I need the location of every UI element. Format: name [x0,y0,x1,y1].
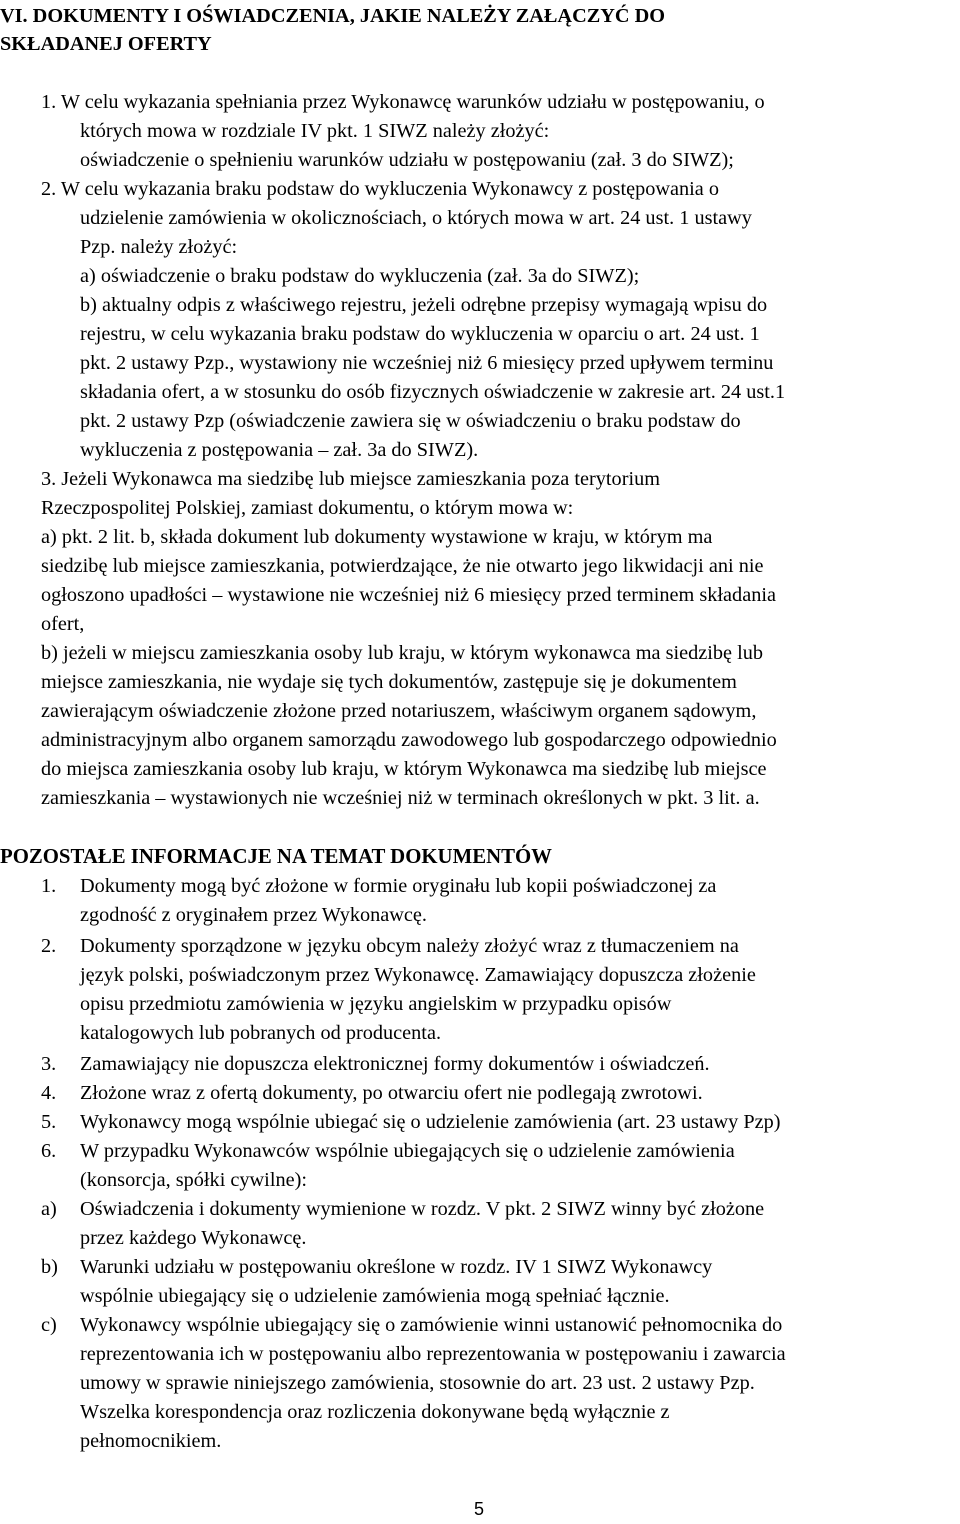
other-item-b-line-1: Warunki udziału w postępowaniu określone w rozdz. IV 1 SIWZ Wykonawcy [80,1256,713,1278]
other-item-2-line-4: katalogowych lub pobranych od producenta. [80,1022,442,1044]
other-item-a-marker: a) [41,1198,57,1220]
doc-item-2-line-7: pkt. 2 ustawy Pzp., wystawiony nie wcześniej niż 6 miesięcy przed upływem terminu [80,352,774,374]
other-item-c-line-2: reprezentowania ich w postępowaniu albo reprezentowania w postępowaniu i zawarcia [80,1343,786,1365]
other-item-a-line-1: Oświadczenia i dokumenty wymienione w rozdz. V pkt. 2 SIWZ winny być złożone [80,1198,765,1220]
doc-item-2-line-4: a) oświadczenie o braku podstaw do wykluczenia (zał. 3a do SIWZ); [80,265,640,287]
other-item-6-line-1: W przypadku Wykonawców wspólnie ubiegających się o udzielenie zamówienia [80,1140,735,1162]
doc-item-2-line-8: składania ofert, a w stosunku do osób fizycznych oświadczenie w zakresie art. 24 ust.1 [80,381,786,403]
other-item-b-line-2: wspólnie ubiegający się o udzielenie zamówienia mogą spełniać łącznie. [80,1285,670,1307]
other-item-5-marker: 5. [41,1111,57,1133]
other-item-3-line-1: Zamawiający nie dopuszcza elektronicznej formy dokumentów i oświadczeń. [80,1053,710,1075]
other-item-c-line-1: Wykonawcy wspólnie ubiegający się o zamówienie winni ustanowić pełnomocnika do [80,1314,783,1336]
other-item-2-line-2: język polski, poświadczonym przez Wykonawcę. Zamawiający dopuszcza złożenie [80,964,756,986]
other-item-c-line-5: pełnomocnikiem. [80,1430,222,1452]
doc-item-3-line-9: zawierającym oświadczenie złożone przed notariuszem, właściwym organem sądowym, [41,700,757,722]
other-item-c-line-4: Wszelka korespondencja oraz rozliczenia dokonywane będą wyłącznie z [80,1401,670,1423]
doc-item-2-line-5: b) aktualny odpis z właściwego rejestru, jeżeli odrębne przepisy wymagają wpisu do [80,294,768,316]
other-item-6-line-2: (konsorcja, spółki cywilne): [80,1169,307,1191]
doc-item-2-line-2: udzielenie zamówienia w okolicznościach, o których mowa w art. 24 ust. 1 ustawy [80,207,752,229]
doc-item-3-line-10: administracyjnym albo organem samorządu zawodowego lub gospodarczego odpowiednio [41,729,777,751]
doc-item-1-line-3: oświadczenie o spełnieniu warunków udziału w postępowaniu (zał. 3 do SIWZ); [80,149,734,171]
doc-item-1-line-1: 1. W celu wykazania spełniania przez Wykonawcę warunków udziału w postępowaniu, o [41,91,765,113]
other-item-1-line-1: Dokumenty mogą być złożone w formie oryginału lub kopii poświadczonej za [80,875,717,897]
other-item-5-line-1: Wykonawcy mogą wspólnie ubiegać się o udzielenie zamówienia (art. 23 ustawy Pzp) [80,1111,781,1133]
section-title-line-2: SKŁADANEJ OFERTY [0,33,212,55]
doc-item-3-line-3: a) pkt. 2 lit. b, składa dokument lub dokumenty wystawione w kraju, w którym ma [41,526,713,548]
doc-item-2-line-3: Pzp. należy złożyć: [80,236,238,258]
doc-item-2-line-1: 2. W celu wykazania braku podstaw do wykluczenia Wykonawcy z postępowania o [41,178,719,200]
doc-item-3-line-8: miejsce zamieszkania, nie wydaje się tych dokumentów, zastępuje się je dokumentem [41,671,737,693]
other-item-2-line-3: opisu przedmiotu zamówienia w języku angielskim w przypadku opisów [80,993,672,1015]
doc-item-3-line-5: ogłoszono upadłości – wystawione nie wcześniej niż 6 miesięcy przed terminem składania [41,584,776,606]
other-item-c-marker: c) [41,1314,57,1336]
doc-item-3-line-2: Rzeczpospolitej Polskiej, zamiast dokumentu, o którym mowa w: [41,497,574,519]
other-info-heading: POZOSTAŁE INFORMACJE NA TEMAT DOKUMENTÓW [0,845,552,868]
other-item-a-line-2: przez każdego Wykonawcę. [80,1227,307,1249]
other-item-2-line-1: Dokumenty sporządzone w języku obcym należy złożyć wraz z tłumaczeniem na [80,935,739,957]
other-item-4-line-1: Złożone wraz z ofertą dokumenty, po otwarciu ofert nie podlegają zwrotowi. [80,1082,703,1104]
doc-item-3-line-1: 3. Jeżeli Wykonawca ma siedzibę lub miejsce zamieszkania poza terytorium [41,468,660,490]
other-item-1-marker: 1. [41,875,57,897]
doc-item-2-line-10: wykluczenia z postępowania – zał. 3a do SIWZ). [80,439,479,461]
doc-item-3-line-6: ofert, [41,613,85,635]
other-item-1-line-2: zgodność z oryginałem przez Wykonawcę. [80,904,427,926]
doc-item-2-line-6: rejestru, w celu wykazania braku podstaw do wykluczenia w oparciu o art. 24 ust. 1 [80,323,760,345]
doc-item-1-line-2: których mowa w rozdziale IV pkt. 1 SIWZ należy złożyć: [80,120,550,142]
doc-item-3-line-7: b) jeżeli w miejscu zamieszkania osoby lub kraju, w którym wykonawca ma siedzibę lub [41,642,764,664]
other-item-b-marker: b) [41,1256,58,1278]
other-item-4-marker: 4. [41,1082,57,1104]
doc-item-3-line-12: zamieszkania – wystawionych nie wcześniej niż w terminach określonych w pkt. 3 lit. a. [41,787,760,809]
other-item-2-marker: 2. [41,935,57,957]
doc-item-3-line-11: do miejsca zamieszkania osoby lub kraju, w którym Wykonawca ma siedzibę lub miejsce [41,758,767,780]
page-number: 5 [474,1499,485,1519]
section-title-line-1: VI. DOKUMENTY I OŚWIADCZENIA, JAKIE NALEŻY ZAŁĄCZYĆ DO [0,5,666,27]
doc-item-3-line-4: siedzibę lub miejsce zamieszkania, potwierdzające, że nie otwarto jego likwidacji ani nie [41,555,764,577]
other-item-6-marker: 6. [41,1140,57,1162]
other-item-3-marker: 3. [41,1053,57,1075]
other-item-c-line-3: umowy w sprawie niniejszego zamówienia, stosownie do art. 23 ust. 2 ustawy Pzp. [80,1372,755,1394]
doc-item-2-line-9: pkt. 2 ustawy Pzp (oświadczenie zawiera się w oświadczeniu o braku podstaw do [80,410,741,432]
